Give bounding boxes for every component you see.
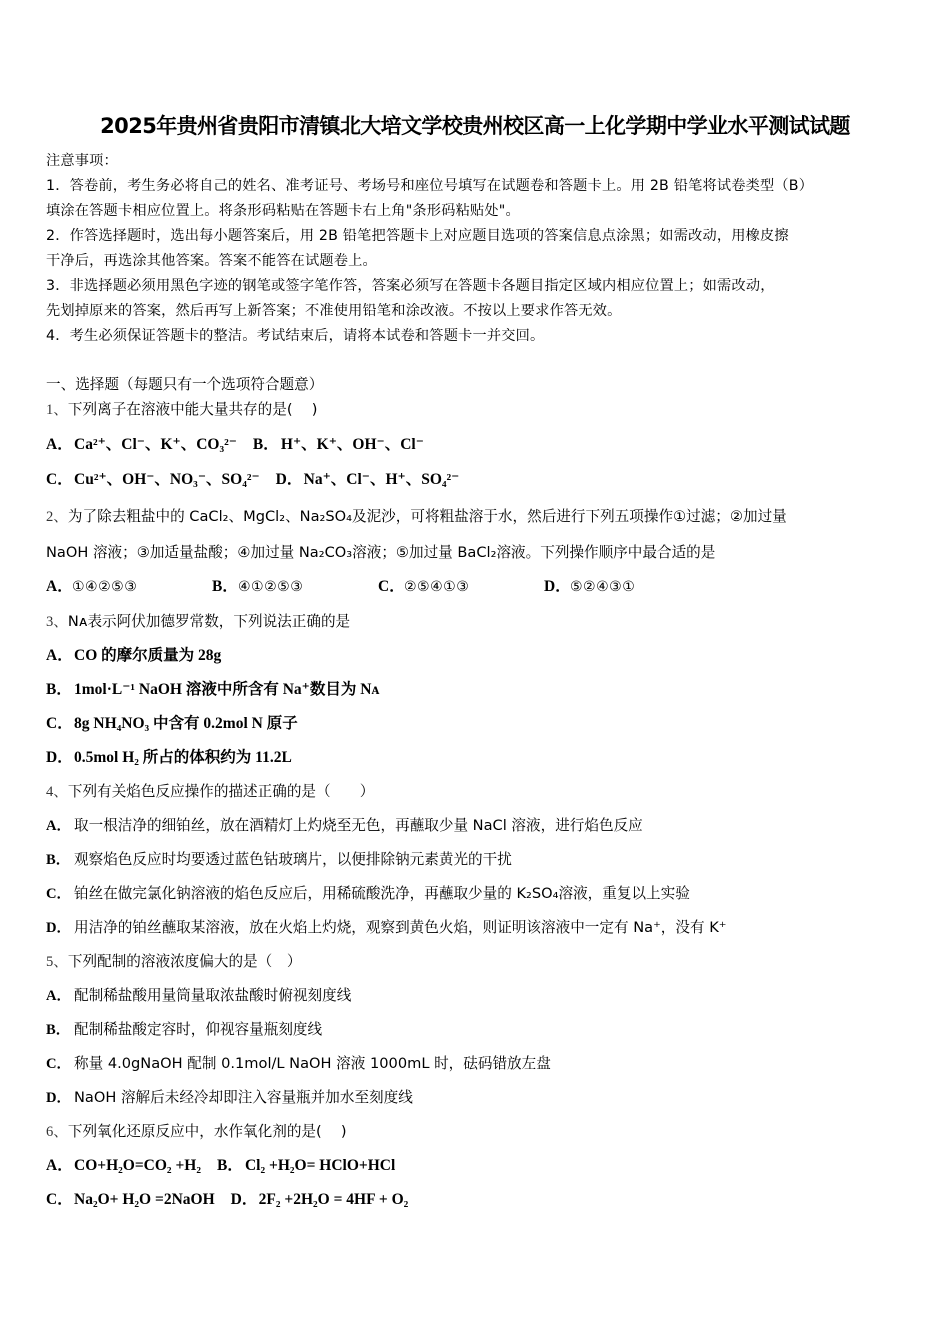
notes-line: 填涂在答题卡相应位置上。将条形码粘贴在答题卡右上角"条形码粘贴处"。 [46, 203, 520, 219]
option-a-label: A． [46, 1157, 73, 1174]
question-5-option-d [46, 1087, 413, 1109]
question-4-option-b [46, 849, 512, 871]
option-a-text: ①④②⑤③ [72, 579, 138, 595]
question-5-option-c [46, 1053, 551, 1075]
option-d-text: 0.5mol H₂ 所占的体积约为 11.2L [74, 749, 292, 766]
question-2-options [46, 576, 710, 598]
page-title: 2025年贵州省贵阳市清镇北大培文学校贵州校区高一上化学期中学业水平测试试题 [100, 114, 850, 138]
option-d-label: D． [230, 1191, 258, 1208]
option-b-text: 1mol·L⁻¹ NaOH 溶液中所含有 Na⁺数目为 Nᴀ [74, 681, 380, 698]
question-text: 下列离子在溶液中能大量共存的是( ) [67, 401, 318, 418]
question-2-stem-continued: NaOH 溶液；③加适量盐酸；④加过量 Na₂CO₃溶液；⑤加过量 BaCl₂溶液。下列操作顺序中最合适的是 [46, 544, 716, 561]
question-6-options-row-1 [46, 1155, 395, 1177]
question-3-option-a [46, 645, 221, 667]
question-5-option-a [46, 985, 351, 1007]
question-1-options-row-1 [46, 434, 424, 456]
option-b-text: H⁺、K⁺、OH⁻、Cl⁻ [280, 436, 424, 453]
option-a-text: 配制稀盐酸用量筒量取浓盐酸时俯视刻度线 [74, 987, 352, 1004]
section-heading: 一、选择题（每题只有一个选项符合题意） [46, 376, 324, 393]
question-number: 4、 [46, 784, 68, 800]
option-a-text: Ca²⁺、Cl⁻、K⁺、CO₃²⁻ [74, 436, 237, 453]
question-3-option-c [46, 713, 298, 735]
question-4-option-a [46, 815, 643, 837]
question-4-stem [46, 781, 374, 803]
option-b-label: B． [46, 681, 72, 698]
question-6-stem [46, 1121, 347, 1143]
option-c-label: C． [46, 715, 73, 732]
option-c-label: C． [378, 578, 405, 595]
option-d-label: D． [46, 1090, 72, 1106]
option-a-text: CO 的摩尔质量为 28g [74, 647, 222, 664]
option-b-text: 配制稀盐酸定容时，仰视容量瓶刻度线 [74, 1021, 323, 1038]
option-a-label: A． [46, 436, 73, 453]
notes-line: 先划掉原来的答案，然后再写上新答案；不准使用铅笔和涂改液。不按以上要求作答无效。 [46, 303, 622, 319]
option-c-text: ②⑤④①③ [404, 579, 470, 595]
option-d-label: D． [544, 578, 571, 595]
question-1-stem [46, 399, 317, 421]
option-c-label: C． [46, 471, 73, 488]
option-a-text: 取一根洁净的细铂丝，放在酒精灯上灼烧至无色，再蘸取少量 NaCl 溶液，进行焰色反应 [74, 817, 643, 834]
option-a-label: A． [46, 818, 72, 834]
notes-line: 3．非选择题必须用黑色字迹的钢笔或签字笔作答，答案必须写在答题卡各题目指定区域内相应位置上；如需改动， [46, 278, 775, 294]
question-text: 下列有关焰色反应操作的描述正确的是（ ） [67, 783, 375, 800]
question-number: 3、 [46, 614, 68, 630]
question-5-stem [46, 951, 301, 973]
option-c-text: 称量 4.0gNaOH 配制 0.1mol/L NaOH 溶液 1000mL 时，砝码错放左盘 [74, 1055, 551, 1072]
option-b-label: B． [46, 852, 71, 868]
option-d-text: NaOH 溶解后未经冷却即注入容量瓶并加水至刻度线 [74, 1089, 413, 1106]
question-5-option-b [46, 1019, 322, 1041]
question-3-option-d [46, 747, 292, 769]
option-c-text: 8g NH₄NO₃ 中含有 0.2mol N 原子 [74, 715, 298, 732]
option-b-text: ④①②⑤③ [238, 579, 304, 595]
question-text: 下列配制的溶液浓度偏大的是（ ） [67, 953, 302, 970]
option-b-label: B． [212, 578, 238, 595]
notes-line: 干净后，再选涂其他答案。答案不能答在试题卷上。 [46, 253, 377, 269]
question-number: 6、 [46, 1124, 68, 1140]
option-c-text: Cu²⁺、OH⁻、NO₃⁻、SO₄²⁻ [74, 471, 260, 488]
option-d-text: 用洁净的铂丝蘸取某溶液，放在火焰上灼烧，观察到黄色火焰，则证明该溶液中一定有 Na⁺，没有 K⁺ [74, 919, 727, 936]
option-c-text: Na₂O+ H₂O =2NaOH [74, 1191, 215, 1208]
option-b-text: 观察焰色反应时均要透过蓝色钴玻璃片，以便排除钠元素黄光的干扰 [74, 851, 512, 868]
option-b-label: B． [216, 1157, 243, 1174]
option-b-text: Cl₂ +H₂O= HClO+HCl [244, 1157, 396, 1174]
option-a-label: A． [46, 988, 72, 1004]
option-a-text: CO+H₂O=CO₂ +H₂ [74, 1157, 201, 1174]
notes-line: 2．作答选择题时，选出每小题答案后，用 2B 铅笔把答题卡上对应题目选项的答案信息点涂黑；如需改动，用橡皮擦 [46, 228, 789, 244]
option-c-label: C． [46, 886, 72, 902]
option-d-label: D． [46, 749, 73, 766]
option-c-label: C． [46, 1056, 72, 1072]
question-number: 5、 [46, 954, 68, 970]
question-text: 为了除去粗盐中的 CaCl₂、MgCl₂、Na₂SO₄及泥沙，可将粗盐溶于水，然后进行下列五项操作①过滤；②加过量 [67, 508, 787, 525]
option-c-text: 铂丝在做完氯化钠溶液的焰色反应后，用稀硫酸洗净，再蘸取少量的 K₂SO₄溶液，重复以上实验 [74, 885, 690, 902]
question-number: 1、 [46, 402, 68, 418]
question-3-stem [46, 611, 350, 633]
option-a-label: A． [46, 578, 73, 595]
question-text: Nᴀ表示阿伏加德罗常数，下列说法正确的是 [67, 613, 351, 630]
option-b-label: B． [252, 436, 279, 453]
option-d-text: ⑤②④③① [570, 579, 636, 595]
option-d-text: 2F₂ +2H₂O = 4HF + O₂ [258, 1191, 409, 1208]
notes-heading: 注意事项： [46, 153, 118, 169]
question-3-option-b [46, 679, 379, 701]
option-d-label: D． [46, 920, 72, 936]
notes-line: 1．答卷前，考生务必将自己的姓名、准考证号、考场号和座位号填写在试题卷和答题卡上。用 2B 铅笔将试卷类型（B） [46, 178, 814, 194]
notes-line: 4．考生必须保证答题卡的整洁。考试结束后，请将本试卷和答题卡一并交回。 [46, 328, 545, 344]
question-2-stem [46, 506, 787, 528]
question-4-option-d [46, 917, 726, 939]
question-6-options-row-2 [46, 1189, 408, 1211]
question-4-option-c [46, 883, 690, 905]
question-1-options-row-2 [46, 469, 459, 491]
option-d-text: Na⁺、Cl⁻、H⁺、SO₄²⁻ [303, 471, 460, 488]
question-text: 下列氧化还原反应中，水作氧化剂的是( ) [67, 1123, 347, 1140]
option-c-label: C． [46, 1191, 73, 1208]
option-a-label: A． [46, 647, 73, 664]
question-number: 2、 [46, 509, 68, 525]
option-b-label: B． [46, 1022, 71, 1038]
option-d-label: D． [275, 471, 303, 488]
